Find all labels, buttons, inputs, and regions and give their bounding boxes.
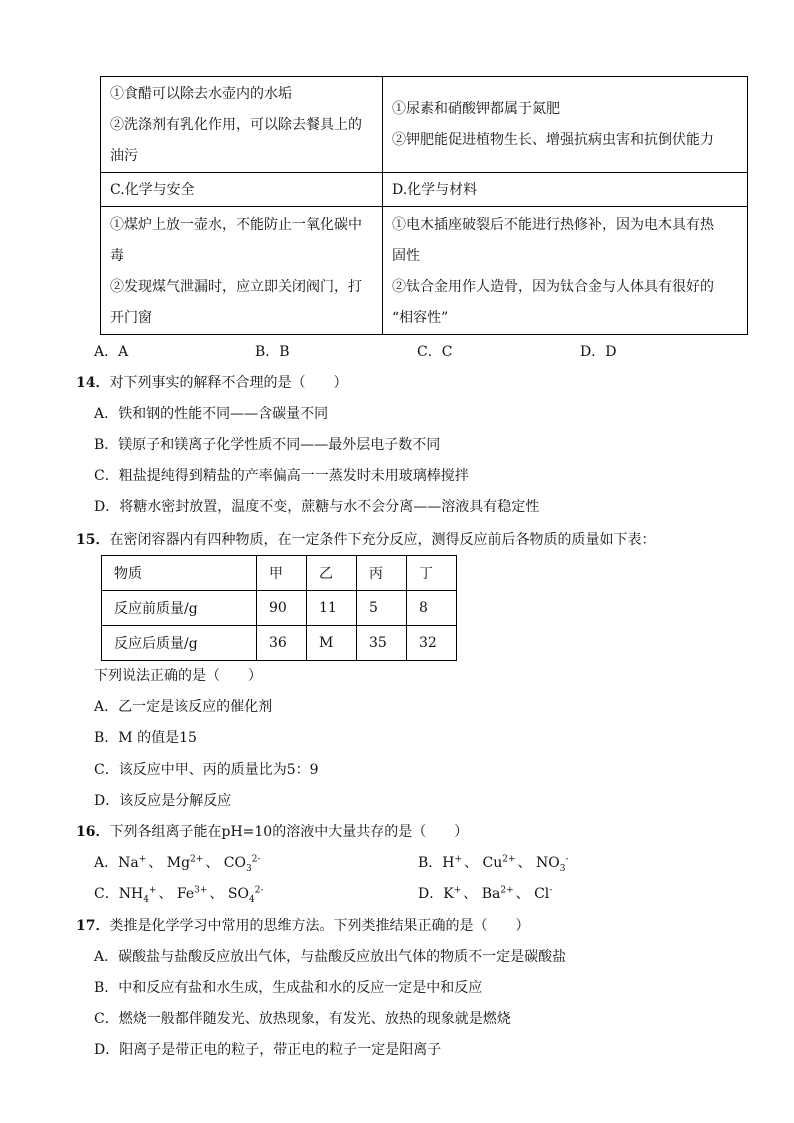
q15-stem-text: 在密闭容器内有四种物质，在一定条件下充分反应，测得反应前后各物质的质量如下表：: [109, 532, 656, 548]
table-cell: 90: [257, 591, 307, 626]
q17-number: 17．: [76, 918, 110, 934]
cell-c-line2: 毒: [110, 248, 124, 264]
table-row: [102, 591, 457, 626]
ion-separator: 、: [158, 886, 177, 902]
q16-stem-pre: 下列各组离子能在: [109, 824, 222, 840]
table-header-bing: 丙: [357, 556, 407, 591]
q17-option-d[interactable]: D．阳离子是带正电的粒子，带正电的粒子一定是阳离子: [94, 1042, 442, 1058]
q13-option-a[interactable]: A．A: [94, 344, 129, 360]
cell-c-line1: ①煤炉上放一壶水，不能防止一氧化碳中: [110, 217, 362, 233]
table-header-ding: 丁: [407, 556, 457, 591]
table-row: [102, 556, 457, 591]
table-cell: 8: [407, 591, 457, 626]
q16-stem: [76, 822, 468, 842]
cell-c-line3: ②发现煤气泄漏时，应立即关闭阀门，打: [110, 279, 362, 295]
ion-list: [118, 885, 264, 905]
ion-separator: 、: [515, 886, 535, 902]
q16-number: 16．: [76, 824, 110, 840]
q15-stem: [76, 530, 655, 550]
cell-b-line1: ①尿素和硝酸钾都属于氮肥: [392, 101, 560, 117]
ion-separator: 、: [517, 855, 536, 871]
q15-number: 15．: [76, 532, 110, 548]
q14-stem: [76, 373, 347, 393]
cell-a-line1: ①食醋可以除去水壶内的水垢: [110, 86, 292, 102]
q15-prompt: 下列说法正确的是（ ）: [94, 668, 262, 684]
ion-separator: 、: [209, 886, 228, 902]
q14-number: 14．: [76, 375, 110, 391]
q16-option-b[interactable]: [418, 853, 569, 879]
ion-formula: $SO_4^{2-}$: [227, 885, 264, 905]
option-label: B．: [418, 855, 443, 871]
ion-formula: Na+: [118, 854, 147, 871]
table-row: [102, 626, 457, 661]
cell-d-line2: 固性: [392, 248, 420, 264]
q15-option-c[interactable]: C．该反应中甲、丙的质量比为5：9: [94, 762, 319, 778]
cell-a-line2: ②洗涤剂有乳化作用，可以除去餐具上的: [110, 117, 362, 133]
ion-formula: $NH_4^+$: [118, 885, 157, 905]
table-cell: 反应后质量/g: [102, 626, 257, 661]
mass-table: [101, 555, 457, 661]
q17-option-a[interactable]: A．碳酸盐与盐酸反应放出气体，与盐酸反应放出气体的物质不一定是碳酸盐: [94, 949, 567, 965]
q16-stem-post: 的溶液中大量共存的是（ ）: [272, 824, 469, 840]
cell-b-line2: ②钾肥能促进植物生长、增强抗病虫害和抗倒伏能力: [392, 132, 714, 148]
table-cell: 35: [357, 626, 407, 661]
option-label: D．: [418, 886, 444, 902]
q14-option-a[interactable]: A．铁和钢的性能不同——含碳量不同: [94, 406, 329, 422]
ion-formula: $NO_3^-$: [535, 854, 569, 874]
q14-option-c[interactable]: C．粗盐提纯得到精盐的产率偏高一一蒸发时未用玻璃棒搅拌: [94, 468, 469, 484]
q14-option-d[interactable]: D．将糖水密封放置，温度不变，蔗糖与水不会分离——溶液具有稳定性: [94, 499, 540, 515]
cell-d-line1: ①电木插座破裂后不能进行热修补，因为电木具有热: [392, 217, 714, 233]
q17-option-b[interactable]: B．中和反应有盐和水生成，生成盐和水的反应一定是中和反应: [94, 980, 483, 996]
q17-option-c[interactable]: C．燃烧一般都伴随发光、放热现象，有发光、放热的现象就是燃烧: [94, 1011, 511, 1027]
table-cell: 32: [407, 626, 457, 661]
q16-option-c[interactable]: [94, 884, 263, 910]
q15-option-a[interactable]: A．乙一定是该反应的催化剂: [94, 699, 273, 715]
q15-option-b[interactable]: B．M 的值是15: [94, 730, 197, 746]
ion-formula: $Fe^{3+}$: [176, 885, 208, 902]
ion-separator: 、: [148, 855, 167, 871]
ion-formula: $Cu^{2+}$: [482, 854, 516, 871]
ion-list: [118, 854, 261, 874]
q13-option-b[interactable]: B．B: [255, 344, 290, 360]
ion-formula: H+: [442, 854, 463, 871]
table-cell: 11: [307, 591, 357, 626]
q15-option-d[interactable]: D．该反应是分解反应: [94, 793, 232, 809]
cell-d-header: D.化学与材料: [392, 182, 478, 198]
ion-formula: K+: [443, 885, 462, 902]
table-cell: 反应前质量/g: [102, 591, 257, 626]
q13-option-d[interactable]: D．D: [580, 344, 617, 360]
option-label: C．: [94, 886, 119, 902]
q14-stem-text: 对下列事实的解释不合理的是（ ）: [109, 375, 348, 391]
ion-formula: $Ba^{2+}$: [481, 885, 514, 902]
table-header-yi: 乙: [307, 556, 357, 591]
cell-d-line3: ②钛合金用作人造骨，因为钛合金与人体具有很好的: [392, 279, 714, 295]
ion-formula: $Mg^{2+}$: [166, 854, 204, 871]
q17-stem-text: 类推是化学学习中常用的思维方法。下列类推结果正确的是（ ）: [109, 918, 530, 934]
q16-option-a[interactable]: [94, 853, 260, 879]
q14-option-b[interactable]: B．镁原子和镁离子化学性质不同——最外层电子数不同: [94, 437, 441, 453]
cell-c-header: C.化学与安全: [110, 182, 195, 198]
ion-separator: 、: [205, 855, 224, 871]
table-cell: 36: [257, 626, 307, 661]
table-header-substance: 物质: [102, 556, 257, 591]
ion-separator: 、: [464, 855, 483, 871]
table-cell: 5: [357, 591, 407, 626]
q17-stem: [76, 916, 529, 936]
table-header-jia: 甲: [257, 556, 307, 591]
ion-list: [442, 854, 569, 874]
cell-d-line4: “相容性”: [392, 310, 449, 326]
q13-option-c[interactable]: C．C: [417, 344, 453, 360]
q16-option-d[interactable]: [418, 884, 552, 904]
q16-ph-value: pH=10: [221, 824, 273, 840]
ion-separator: 、: [463, 886, 482, 902]
ion-formula: $CO_3^{2-}$: [223, 854, 261, 874]
ion-formula: Cl-: [534, 885, 553, 902]
ion-list: [443, 886, 552, 902]
cell-c-line4: 开门窗: [110, 310, 152, 326]
cell-a-line3: 油污: [110, 148, 138, 164]
option-label: A．: [94, 855, 119, 871]
table-cell: M: [307, 626, 357, 661]
